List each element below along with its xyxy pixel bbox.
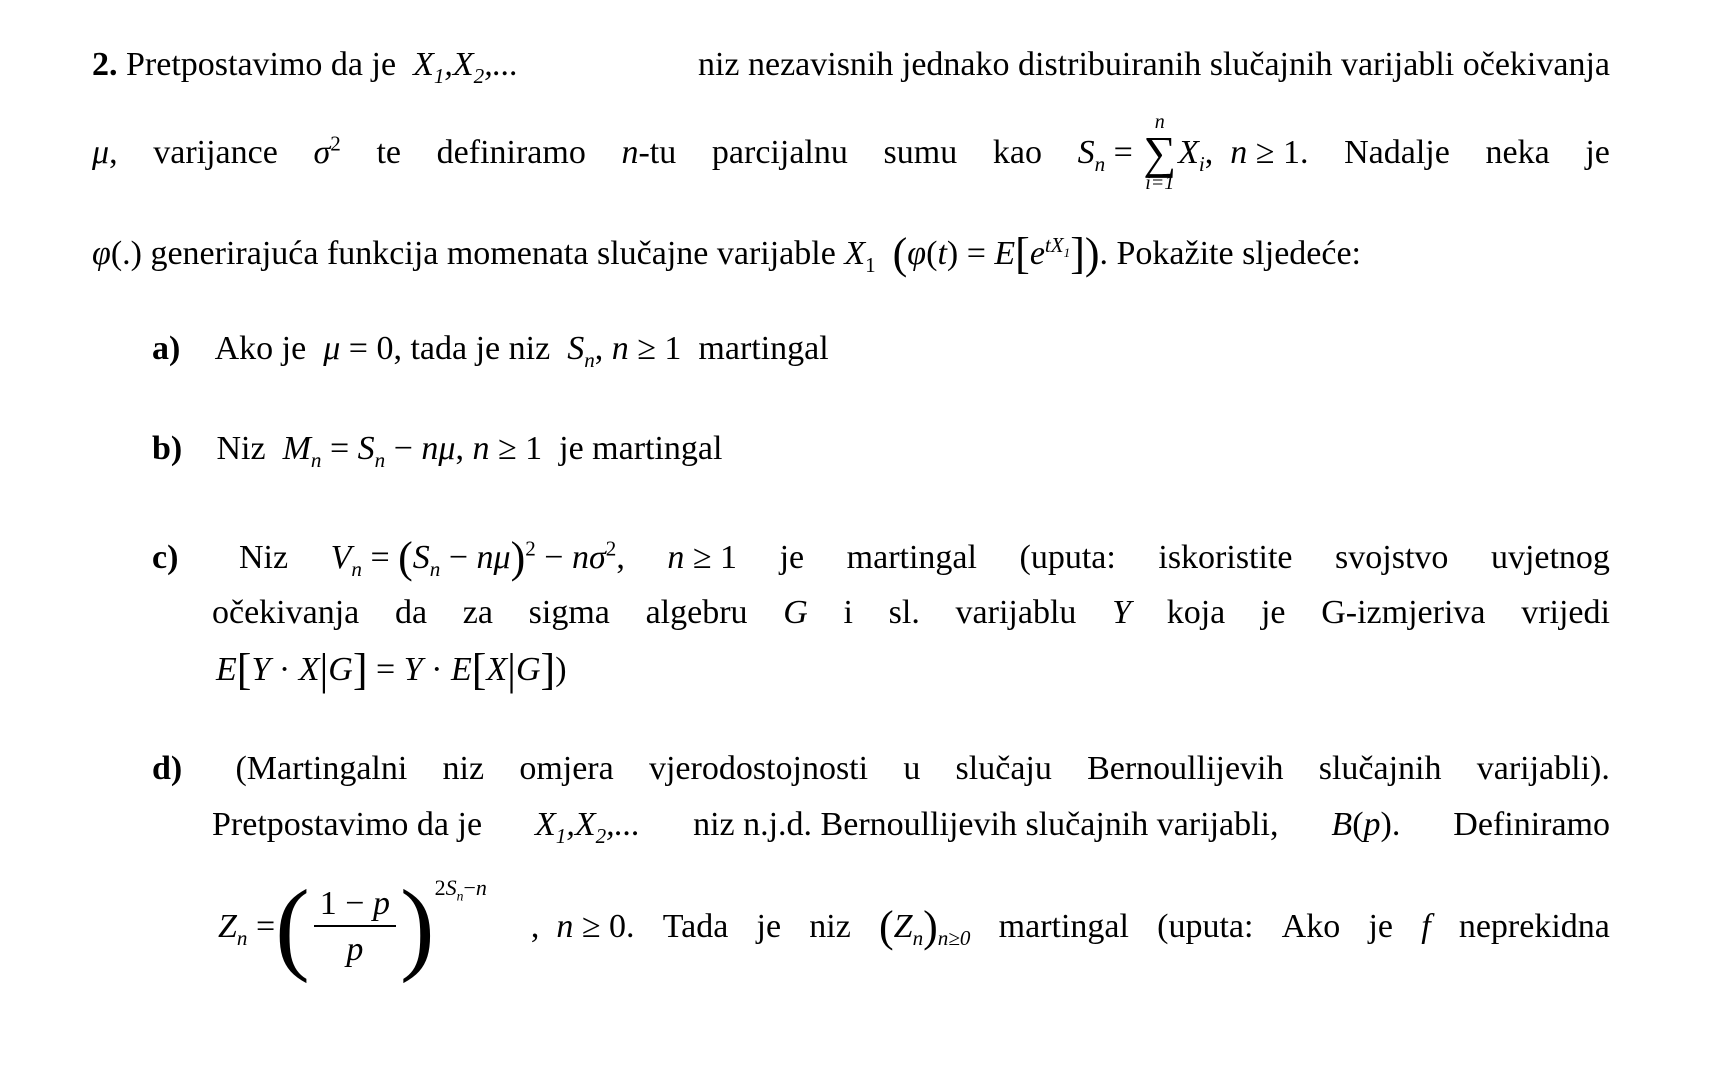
d3-text6: Ako	[1281, 908, 1341, 945]
item-c-line-1	[152, 533, 1610, 582]
item-b-text2: je martingal	[559, 430, 723, 467]
c2-w9: Y	[1112, 594, 1132, 631]
math-vn: $V_n = (S_n - n\mu)^2 - n\sigma^2$,	[330, 533, 625, 582]
word-sumu: sumu	[883, 133, 958, 171]
item-c-text2: je	[779, 539, 805, 576]
item-d-line-3	[218, 862, 1610, 992]
word-definiramo: definiramo	[436, 133, 586, 171]
math-sn: $S_n$, n ≥ 1	[567, 330, 690, 372]
d1-w8: varijabli).	[1476, 750, 1610, 787]
math-phi: φ	[92, 235, 111, 272]
item-c-text7: uvjetnog	[1490, 539, 1610, 576]
item-a-text2: tada je niz	[410, 330, 551, 367]
math-mn: $M_n = S_n - n\mu$, n ≥ 1	[282, 430, 551, 472]
math-cond-exp: E[Y · X|G] = Y · E[X|G])	[216, 645, 567, 694]
d3-text1: Tada	[662, 908, 729, 945]
c2-w7: sl.	[888, 594, 920, 631]
problem-intro: Pretpostavimo da je	[126, 46, 397, 83]
item-c-text1: Niz	[238, 539, 289, 576]
math-sequence: $X_1,X_2$,...	[404, 46, 519, 88]
d3-text3: niz	[809, 908, 851, 945]
math-zn-seq: $(Z_n)_{n\ge 0}$	[879, 902, 971, 951]
problem-line-3: φ(.) generirajuća funkcija momenata slučajne varijable $X_1$ $(\varphi(t) = E[e^{tX_1}])$. Pokažite sljedeće:	[92, 229, 1362, 278]
item-c-label: c)	[152, 539, 179, 576]
word-te: te	[376, 133, 401, 171]
c2-w0: očekivanja	[212, 594, 360, 631]
item-c-text4: (uputa:	[1019, 539, 1116, 576]
c2-w8: varijablu	[955, 594, 1077, 631]
math-partial-sum: $S_n$ = n ∑ i=1 $X_i$ , n ≥ 1.	[1077, 111, 1309, 195]
math-d-sequence: $X_1,X_2$,...	[534, 806, 641, 848]
d1-w2: omjera	[519, 750, 614, 787]
c2-w11: je	[1260, 594, 1286, 631]
c2-w4: algebru	[645, 594, 748, 631]
d2-text3: Definiramo	[1453, 806, 1610, 843]
d3-text5: (uputa:	[1157, 908, 1254, 945]
d2-text1: Pretpostavimo da je	[212, 806, 483, 843]
math-zn: $Z_n$ = ( $\frac{1 - p}{p}$ ) $2S_n-n$	[218, 869, 487, 984]
item-c-line-2	[212, 596, 1610, 630]
math-mu-zero: μ = 0,	[323, 330, 402, 367]
word-parcijalnu: parcijalnu	[711, 133, 848, 171]
d1-w5: slučaju	[955, 750, 1052, 787]
c2-w10: koja	[1166, 594, 1226, 631]
word-nadalje: Nadalje	[1344, 133, 1450, 171]
c2-w2: za	[462, 594, 493, 631]
d3-text7: je	[1368, 908, 1393, 945]
c2-w5: G	[783, 594, 808, 631]
item-a	[152, 330, 829, 372]
problem-number: 2.	[92, 46, 118, 83]
d1-w3: vjerodostojnosti	[648, 750, 869, 787]
d1-w7: slučajnih	[1318, 750, 1442, 787]
item-a-text1: Ako je	[214, 330, 307, 367]
d2-text2: niz n.j.d. Bernoullijevih slučajnih varijabli,	[693, 806, 1279, 843]
math-f: f	[1421, 908, 1431, 945]
word-varijance: varijance	[153, 133, 278, 171]
word-je: je	[1585, 133, 1610, 171]
item-c-text5: iskoristite	[1158, 539, 1293, 576]
problem-line-1	[92, 46, 1610, 88]
item-c-text3: martingal	[846, 539, 977, 576]
problem-line1-tail: niz nezavisnih jednako distribuiranih slučajnih varijabli očekivanja	[697, 46, 1610, 83]
math-x1: $X_1$	[844, 235, 876, 277]
d3-text2: je	[756, 908, 782, 945]
math-mu: μ,	[92, 133, 118, 171]
word-n-tu: n-tu	[621, 133, 677, 171]
math-mgf-def: $(\varphi(t) = E[e^{tX_1}])$.	[892, 229, 1108, 278]
item-a-label: a)	[152, 330, 181, 367]
d1-w4: u	[903, 750, 921, 787]
item-d-label: d)	[152, 750, 183, 787]
item-b	[152, 430, 723, 472]
d3-text8: neprekidna	[1458, 908, 1610, 945]
word-neka: neka	[1485, 133, 1550, 171]
word-kao: kao	[992, 133, 1042, 171]
c2-w1: da	[394, 594, 428, 631]
item-b-label: b)	[152, 430, 183, 467]
problem-line-2	[92, 112, 1610, 193]
c2-w6: i	[843, 594, 853, 631]
math-n-ge-1: n ≥ 1	[667, 539, 738, 576]
problem-line3-tail: Pokažite sljedeće:	[1116, 235, 1362, 272]
d1-w6: Bernoullijevih	[1087, 750, 1284, 787]
item-b-text1: Niz	[216, 430, 266, 467]
d1-w0: (Martingalni	[235, 750, 408, 787]
item-a-text3: martingal	[698, 330, 829, 367]
item-d-line-1	[152, 752, 1610, 786]
math-sigma-sq: $\sigma^2$	[313, 131, 341, 171]
item-c-text6: svojstvo	[1335, 539, 1449, 576]
problem-line3-text: generirajuća funkcija momenata slučajne varijable	[150, 235, 836, 272]
c2-w3: sigma	[528, 594, 610, 631]
item-d-line-2	[212, 806, 1610, 848]
item-c-line-3	[216, 645, 567, 694]
math-n-ge-0: , n ≥ 0.	[530, 908, 635, 945]
c2-w13: vrijedi	[1521, 594, 1610, 631]
d1-w1: niz	[442, 750, 485, 787]
d3-text4: martingal	[998, 908, 1129, 945]
c2-w12: G-izmjeriva	[1321, 594, 1486, 631]
math-bernoulli: B(p).	[1331, 806, 1401, 843]
